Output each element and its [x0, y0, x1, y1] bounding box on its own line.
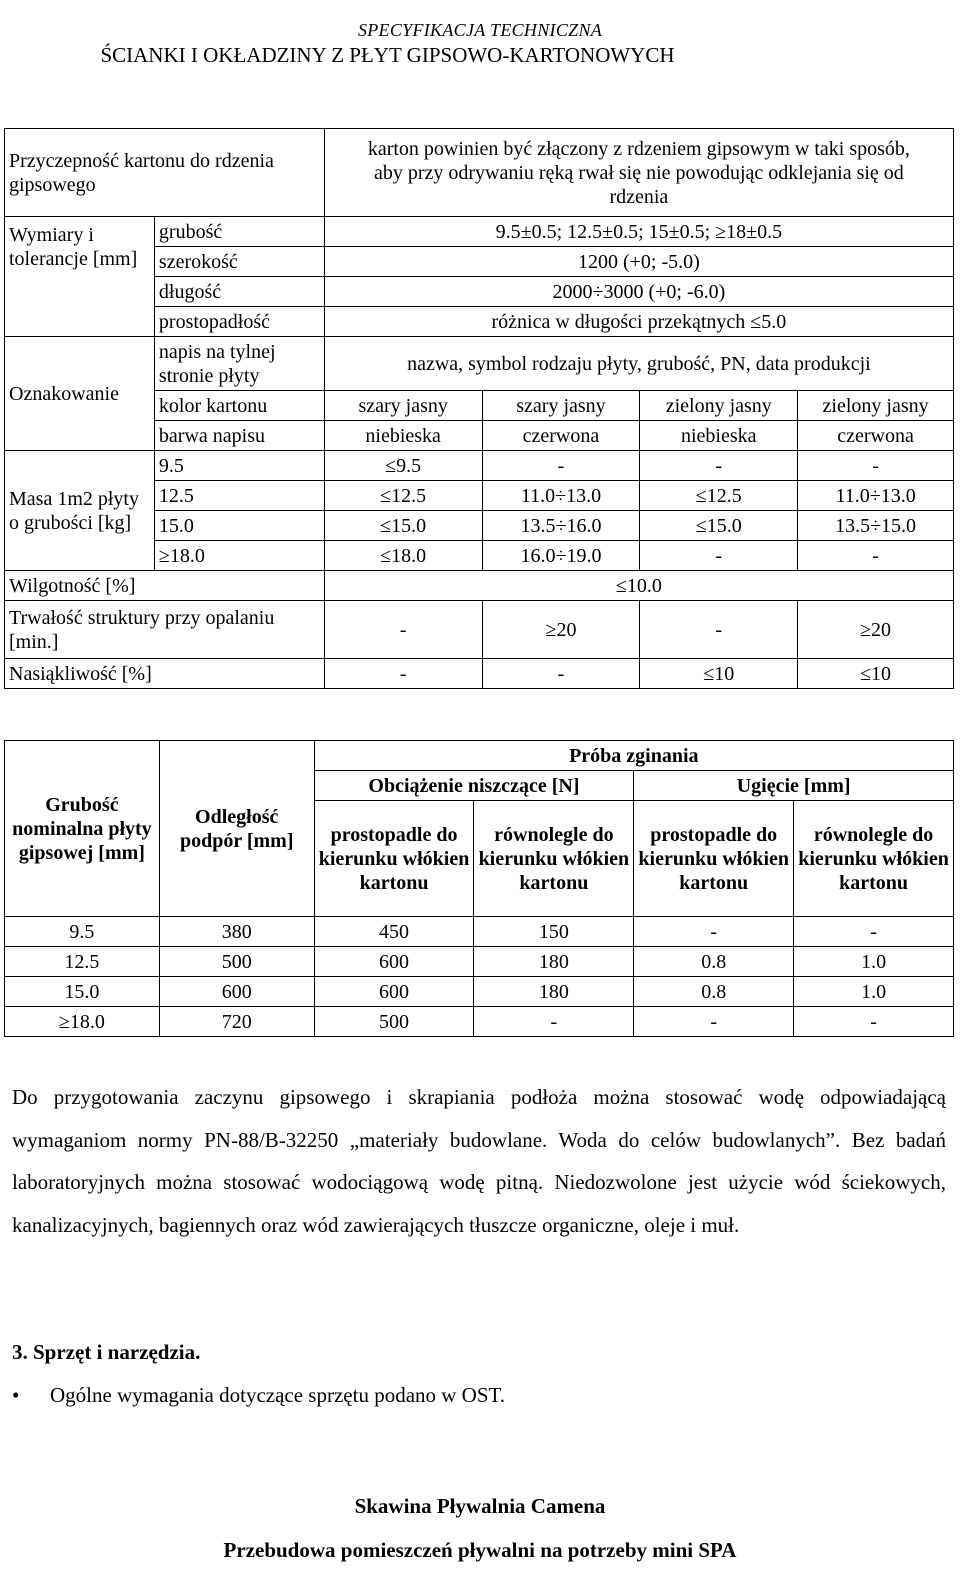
distance-header: Odległość podpór [mm]	[159, 741, 314, 917]
marking-label: Oznakowanie	[5, 337, 155, 451]
mass-cell: 13.5÷15.0	[798, 511, 954, 541]
color-cell: szary jasny	[324, 391, 482, 421]
dim-value: 1200 (+0; -5.0)	[324, 247, 953, 277]
mass-cell: ≤12.5	[640, 481, 798, 511]
mass-cell: ≤18.0	[324, 541, 482, 571]
dim-value: 9.5±0.5; 12.5±0.5; 15±0.5; ≥18±0.5	[324, 217, 953, 247]
mass-cell: 9.5	[154, 451, 324, 481]
fire-cell: -	[640, 601, 798, 659]
table-cell: ≥18.0	[5, 1007, 160, 1037]
deflection-header: Ugięcie [mm]	[634, 771, 954, 801]
perp-header: prostopadle do kierunku włókien kartonu	[634, 801, 794, 917]
marking-print-value: nazwa, symbol rodzaju płyty, grubość, PN, data produkcji	[324, 337, 953, 391]
moisture-value: ≤10.0	[324, 571, 953, 601]
mass-cell: -	[798, 451, 954, 481]
dim-value: różnica w długości przekątnych ≤5.0	[324, 307, 953, 337]
table-cell: -	[794, 917, 954, 947]
mass-cell: -	[640, 451, 798, 481]
thickness-header: Grubość nominalna płyty gipsowej [mm]	[5, 741, 160, 917]
mass-cell: 16.0÷19.0	[482, 541, 640, 571]
table-cell: 500	[159, 947, 314, 977]
ink-label: barwa napisu	[154, 421, 324, 451]
moisture-label: Wilgotność [%]	[5, 571, 325, 601]
footer-line-2: Przebudowa pomieszczeń pływalni na potrzeby mini SPA	[223, 1538, 737, 1562]
mass-cell: ≤12.5	[324, 481, 482, 511]
document-title: ŚCIANKI I OKŁADZINY Z PŁYT GIPSOWO-KARTONOWYCH	[100, 43, 675, 67]
adhesion-label: Przyczepność kartonu do rdzenia gipsowego	[5, 129, 325, 217]
bullet-icon: •	[12, 1383, 20, 1407]
spec-header: SPECYFIKACJA TECHNICZNA	[357, 20, 603, 40]
mass-cell: 13.5÷16.0	[482, 511, 640, 541]
mass-cell: ≤15.0	[640, 511, 798, 541]
table-cell: 1.0	[794, 977, 954, 1007]
absorb-cell: -	[324, 659, 482, 689]
fire-cell: ≥20	[482, 601, 640, 659]
table-cell: 600	[314, 947, 474, 977]
marking-print-label: napis na tylnej stronie płyty	[154, 337, 324, 391]
dim-name: prostopadłość	[154, 307, 324, 337]
table-cell: 600	[159, 977, 314, 1007]
bullet-text: Ogólne wymagania dotyczące sprzętu podano w OST.	[50, 1383, 506, 1407]
fire-cell: ≥20	[798, 601, 954, 659]
dims-label: Wymiary i tolerancje [mm]	[5, 217, 155, 337]
table-cell: -	[474, 1007, 634, 1037]
color-label: kolor kartonu	[154, 391, 324, 421]
table-cell: 380	[159, 917, 314, 947]
table-cell: 500	[314, 1007, 474, 1037]
ink-cell: czerwona	[482, 421, 640, 451]
mass-cell: -	[798, 541, 954, 571]
mass-cell: 11.0÷13.0	[482, 481, 640, 511]
mass-cell: ≤9.5	[324, 451, 482, 481]
par-header: równolegle do kierunku włókien kartonu	[474, 801, 634, 917]
color-cell: zielony jasny	[798, 391, 954, 421]
table-cell: 1.0	[794, 947, 954, 977]
load-header: Obciążenie niszczące [N]	[314, 771, 634, 801]
absorb-cell: ≤10	[640, 659, 798, 689]
fire-cell: -	[324, 601, 482, 659]
bending-test-table	[4, 740, 954, 1037]
perp-header: prostopadle do kierunku włókien kartonu	[314, 801, 474, 917]
table-cell: -	[634, 917, 794, 947]
properties-table	[4, 128, 954, 689]
dim-name: długość	[154, 277, 324, 307]
footer-line-1: Skawina Pływalnia Camena	[354, 1494, 606, 1518]
table-cell: 0.8	[634, 947, 794, 977]
absorb-label: Nasiąkliwość [%]	[5, 659, 325, 689]
table-cell: 12.5	[5, 947, 160, 977]
bullet-item	[12, 1383, 505, 1408]
dim-name: grubość	[154, 217, 324, 247]
table-cell: 450	[314, 917, 474, 947]
dim-value: 2000÷3000 (+0; -6.0)	[324, 277, 953, 307]
mass-cell: ≤15.0	[324, 511, 482, 541]
fire-label: Trwałość struktury przy opalaniu [min.]	[5, 601, 325, 659]
mass-cell: ≥18.0	[154, 541, 324, 571]
ink-cell: niebieska	[324, 421, 482, 451]
adhesion-value: karton powinien być złączony z rdzeniem gipsowym w taki sposób, aby przy odrywaniu ręką rwał się nie powodując odklejania się od rdzenia	[324, 129, 953, 217]
table-cell: 600	[314, 977, 474, 1007]
mass-cell: 15.0	[154, 511, 324, 541]
mass-cell: 11.0÷13.0	[798, 481, 954, 511]
color-cell: szary jasny	[482, 391, 640, 421]
mass-label: Masa 1m2 płyty o grubości [kg]	[5, 451, 155, 571]
mass-cell: -	[640, 541, 798, 571]
par-header: równolegle do kierunku włókien kartonu	[794, 801, 954, 917]
table-cell: 0.8	[634, 977, 794, 1007]
table-cell: 720	[159, 1007, 314, 1037]
ink-cell: czerwona	[798, 421, 954, 451]
mass-cell: -	[482, 451, 640, 481]
absorb-cell: -	[482, 659, 640, 689]
table-cell: 150	[474, 917, 634, 947]
mass-cell: 12.5	[154, 481, 324, 511]
table-cell: 180	[474, 977, 634, 1007]
absorb-cell: ≤10	[798, 659, 954, 689]
table-cell: -	[794, 1007, 954, 1037]
ink-cell: niebieska	[640, 421, 798, 451]
table-cell: -	[634, 1007, 794, 1037]
water-paragraph: Do przygotowania zaczynu gipsowego i skrapiania podłoża można stosować wodę odpowiadającą wymaganiom normy PN-88/B-32250 „materiały budowlane. Woda do celów budowlanych”. Bez badań laboratoryjnych można stosować wodociągową wodę pitną. Niedozwolone jest użycie wód ściekowych, kanalizacyjnych, bagiennych oraz wód zawierających tłuszcze organiczne, oleje i muł.	[12, 1085, 946, 1237]
bending-test-header: Próba zginania	[314, 741, 953, 771]
color-cell: zielony jasny	[640, 391, 798, 421]
table-cell: 180	[474, 947, 634, 977]
table-cell: 15.0	[5, 977, 160, 1007]
table-cell: 9.5	[5, 917, 160, 947]
dim-name: szerokość	[154, 247, 324, 277]
section-heading: 3. Sprzęt i narzędzia.	[12, 1340, 201, 1364]
